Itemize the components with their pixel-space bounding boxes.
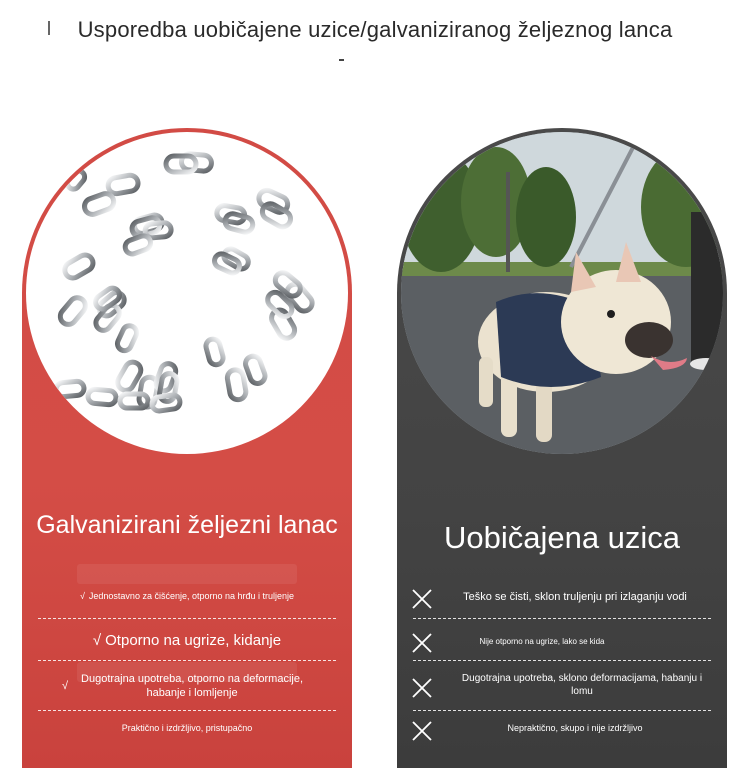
chain-panel — [22, 128, 352, 768]
check-icon: √ — [92, 632, 102, 649]
dashed-divider — [38, 618, 336, 619]
chain-benefit-item — [62, 672, 312, 700]
dog-illustration — [401, 132, 723, 454]
title-underline-mark — [339, 59, 344, 61]
chain-benefit-text: Dugotrajna upotreba, otporno na deformacije, habanje i lomljenje — [81, 673, 304, 699]
chain-benefit-item — [36, 722, 338, 734]
chain-benefit-text: Otporno na ugrize, kidanje — [105, 632, 282, 649]
dashed-divider — [413, 660, 711, 661]
chain-heading: Galvanizirani željezni lanac — [36, 511, 338, 539]
dashed-divider — [413, 618, 711, 619]
page-title: Usporedba uobičajene uzice/galvaniziranog željeznog lanca — [77, 17, 673, 42]
heading-highlight — [77, 564, 297, 584]
check-icon: √ — [79, 591, 85, 601]
leash-panel — [397, 128, 727, 768]
chain-benefit-text: Jednostavno za čišćenje, otporno na hrđu i truljenje — [88, 591, 295, 601]
close-icon — [411, 588, 433, 610]
dashed-divider — [413, 710, 711, 711]
chain-benefit-item — [36, 632, 338, 650]
leash-drawback-text: Dugotrajna upotreba, sklono deformacijama, habanju i lomu — [461, 673, 703, 697]
leash-drawback-item — [427, 637, 657, 647]
chain-benefit-item — [36, 590, 338, 602]
leash-drawback-item — [452, 672, 712, 698]
chain-benefit-text: Praktično i izdržljivo, pristupačno — [121, 723, 253, 733]
dashed-divider — [38, 710, 336, 711]
leash-drawback-item — [437, 722, 713, 734]
leash-drawback-text: Teško se čisti, sklon truljenju pri izlaganju vodi — [463, 591, 687, 603]
leash-drawback-item — [437, 590, 713, 604]
dog-photo — [401, 132, 723, 454]
leash-heading: Uobičajena uzica — [443, 520, 681, 555]
close-icon — [411, 720, 433, 742]
close-icon — [411, 677, 433, 699]
chain-illustration — [26, 132, 348, 454]
check-icon: √ — [62, 680, 69, 692]
close-icon — [411, 632, 433, 654]
leash-drawback-text: Nepraktično, skupo i nije izdržljivo — [507, 723, 643, 733]
dashed-divider — [38, 660, 336, 661]
leash-drawback-text: Nije otporno na ugrize, lako se kida — [479, 637, 605, 646]
chain-photo — [26, 132, 348, 454]
title-bar — [0, 0, 750, 60]
